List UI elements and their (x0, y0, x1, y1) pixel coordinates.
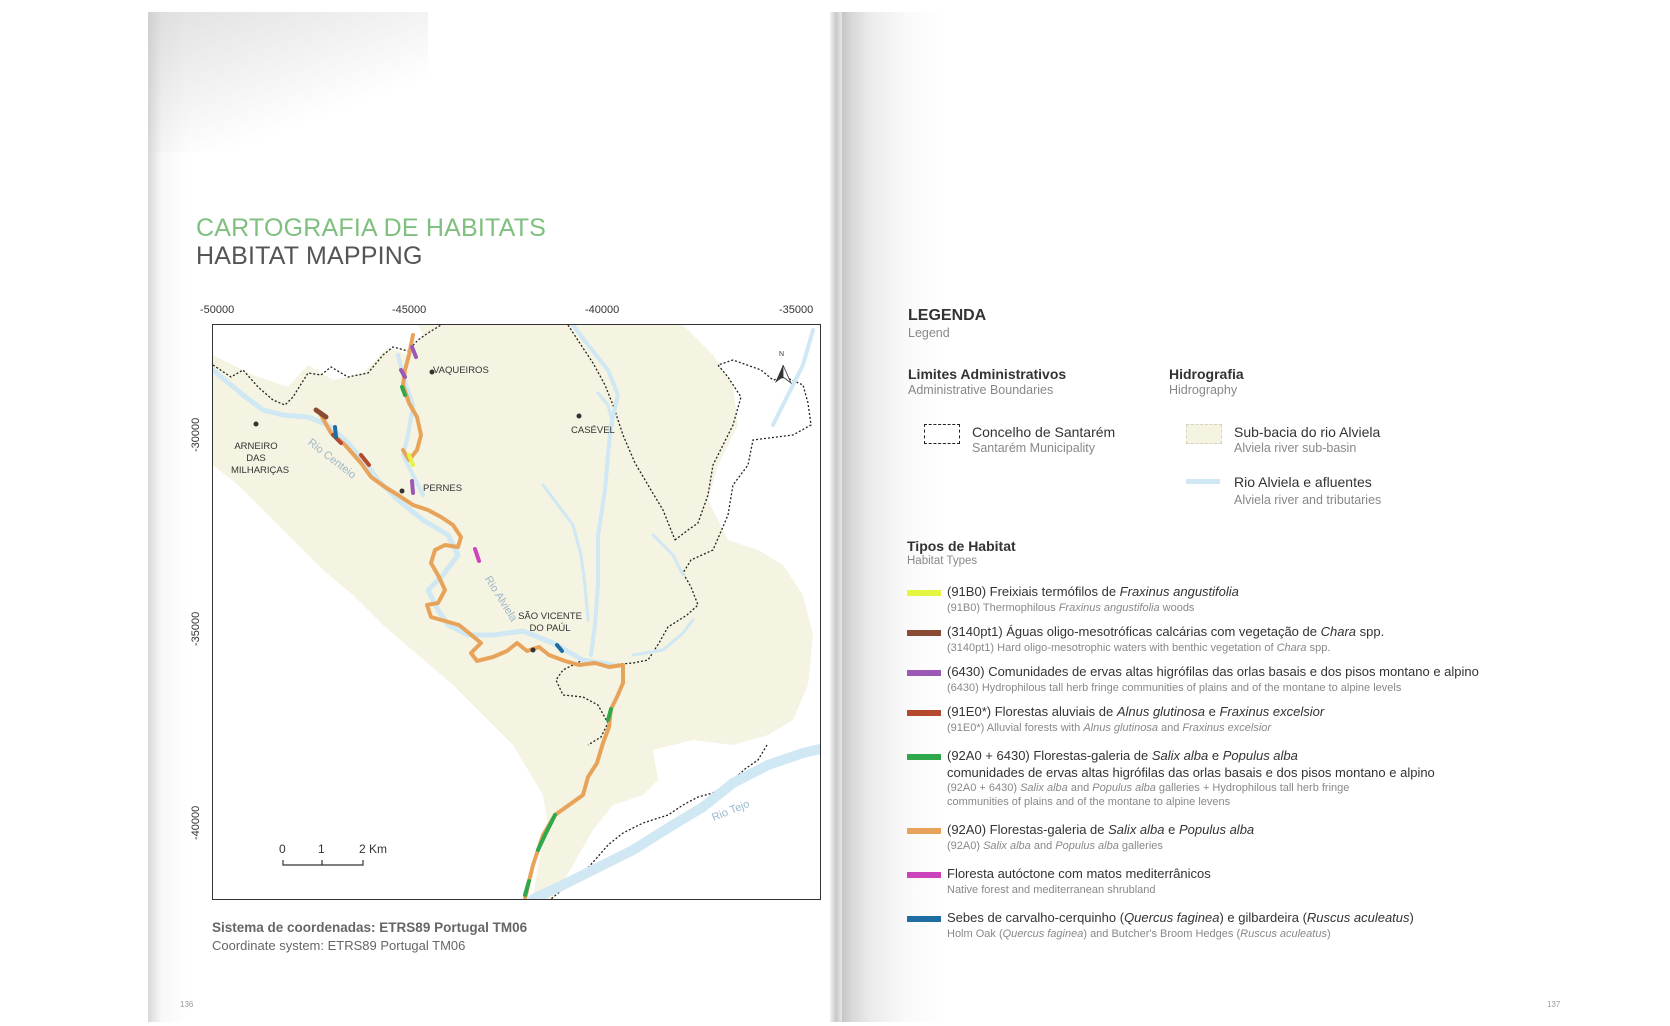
habitat-label-part: (3140pt1) Águas oligo-mesotróficas calcárias com vegetação de (947, 624, 1321, 639)
page-title: CARTOGRAFIA DE HABITATS (196, 214, 547, 242)
page-number-left: 136 (180, 1000, 194, 1009)
place-label-sao-vicente (515, 611, 585, 635)
habitat-label-species: Ruscus aculeatus (1240, 928, 1327, 940)
hydrography-title-en: Hidrography (1169, 383, 1238, 397)
habitat-label-species: Quercus faginea (1002, 928, 1084, 940)
habitat-label-species: Fraxinus angustifolia (1119, 584, 1239, 599)
habitat-label-en: (6430) Hydrophilous tall herb fringe communities of plains and of the montane to alpine levels (947, 682, 1402, 694)
habitat-label-part: e (1164, 822, 1179, 837)
habitat-label (947, 748, 1298, 763)
place-label-arneiro (231, 441, 290, 477)
admin-boundaries-title: Limites Administrativos (908, 366, 1067, 382)
habitat-label-part: (92A0) (947, 840, 984, 852)
habitat-label-part: (92A0 + 6430) Florestas-galeria de (947, 748, 1152, 763)
hydrography-title: Hidrografia (1169, 366, 1244, 382)
page-subtitle: HABITAT MAPPING (196, 242, 423, 270)
habitat-label-species: Salix alba (983, 840, 1031, 852)
habitat-label-species: Alnus glutinosa (1083, 722, 1158, 734)
scale-label-2: 2 Km (359, 842, 388, 856)
sub-basin-label-en: Alviela river sub-basin (1234, 441, 1357, 455)
habitat-label-species: Ruscus aculeatus (1306, 910, 1410, 925)
habitat-swatch (907, 754, 941, 760)
page-number-right: 137 (1547, 1000, 1561, 1009)
habitat-swatch (907, 710, 941, 716)
page-shading (148, 12, 428, 152)
habitat-label-part: (91E0*) Alluvial forests with (947, 722, 1084, 734)
habitat-label-species: Salix alba (1020, 782, 1068, 794)
book-spine (830, 12, 842, 1022)
habitat-label (947, 822, 1254, 837)
habitat-label-part: ) e gilbardeira ( (1219, 910, 1307, 925)
north-arrow-icon (775, 365, 791, 383)
habitat-label: (6430) Comunidades de ervas altas higrófilas das orlas basais e dos pisos montano e alpino (947, 664, 1479, 679)
habitat-label-en (947, 928, 1331, 940)
habitat-label-en (947, 840, 1163, 852)
place-label-line: MILHARIÇAS (231, 465, 290, 476)
river-label-en: Alviela river and tributaries (1234, 493, 1382, 507)
settlement-dot-casevel (577, 414, 582, 419)
habitat-label (947, 910, 1414, 925)
habitat-label-part: ) (1409, 910, 1414, 925)
sub-basin-swatch (1186, 424, 1222, 444)
habitat-label-line2: comunidades de ervas altas higrófilas das orlas basais e dos pisos montano e alpino (947, 765, 1435, 780)
habitat-label-part: spp. (1356, 624, 1385, 639)
habitat-label-species: Chara (1276, 642, 1307, 654)
river-swatch (1186, 479, 1220, 484)
habitat-swatch (907, 916, 941, 922)
habitat-label-part: ) and Butcher's Broom Hedges ( (1083, 928, 1241, 940)
y-tick-label: -40000 (190, 805, 202, 840)
scale-label-1: 1 (318, 842, 325, 856)
habitat-label-part: (92A0 + 6430) (947, 782, 1021, 794)
habitat-label (947, 704, 1324, 719)
scale-label-0: 0 (279, 842, 286, 856)
y-tick-label: -30000 (190, 417, 202, 452)
habitat-label-species: Populus alba (1055, 840, 1119, 852)
municipality-swatch (924, 424, 960, 444)
habitat-label-species: Populus alba (1222, 748, 1298, 763)
x-tick-label: -50000 (200, 304, 235, 316)
legend-title-en: Legend (908, 326, 950, 340)
place-label-line: ARNEIRO (234, 441, 278, 452)
habitat-swatch (907, 828, 941, 834)
river-label: Rio Alviela e afluentes (1234, 474, 1372, 490)
legend-title: LEGENDA (908, 307, 987, 324)
x-tick-label: -35000 (779, 304, 814, 316)
habitat-label (947, 624, 1384, 639)
habitat-label-species: Quercus faginea (1124, 910, 1220, 925)
habitat-label-part: Holm Oak ( (947, 928, 1003, 940)
habitat-types-title-en: Habitat Types (907, 555, 978, 567)
habitat-label-part: galleries (1118, 840, 1163, 852)
coord-system-pt: Sistema de coordenadas: ETRS89 Portugal TM06 (212, 920, 528, 935)
habitat-label-species: Salix alba (1151, 748, 1209, 763)
municipality-label-en: Santarém Municipality (972, 441, 1095, 455)
habitat-label-part: and (1067, 782, 1093, 794)
place-label-vaqueiros: VAQUEIROS (433, 365, 489, 376)
habitat-label-en (947, 722, 1271, 734)
habitat-label-part: galleries + Hydrophilous tall herb fringe (1155, 782, 1350, 794)
habitat-label-part: (3140pt1) Hard oligo-mesotrophic waters with benthic vegetation of (947, 642, 1277, 654)
place-label-line: DO PAÚL (529, 623, 571, 634)
habitat-label-en (947, 602, 1194, 614)
habitat-label-en: Native forest and mediterranean shrubland (947, 884, 1156, 896)
habitat-swatch (907, 872, 941, 878)
scale-bar (283, 860, 363, 865)
habitat-label-species: Alnus glutinosa (1116, 704, 1205, 719)
habitat-label-species: Fraxinus angustifolia (1058, 602, 1160, 614)
river-label-centeio: Rio Centeio (305, 436, 359, 482)
habitat-label-part: woods (1159, 602, 1195, 614)
habitat-label-species: Populus alba (1092, 782, 1156, 794)
habitat-label (947, 584, 1239, 599)
settlement-dot-arneiro (254, 422, 259, 427)
place-label-line: SÃO VICENTE (518, 611, 582, 622)
habitat-label-part: spp. (1306, 642, 1331, 654)
place-label-pernes: PERNES (423, 483, 463, 494)
habitat-label-species: Fraxinus excelsior (1219, 704, 1325, 719)
north-label: N (779, 351, 785, 358)
habitat-swatch (907, 630, 941, 636)
habitat-label-species: Fraxinus excelsior (1182, 722, 1272, 734)
habitat-label-en (947, 782, 1349, 794)
x-tick-label: -40000 (585, 304, 620, 316)
habitat-label-species: Salix alba (1108, 822, 1165, 837)
river-label-tejo: Rio Tejo (710, 798, 752, 824)
x-tick-label: -45000 (392, 304, 427, 316)
habitat-label-part: e (1204, 704, 1220, 719)
habitat-label: Floresta autóctone com matos mediterrânicos (947, 866, 1211, 881)
coord-system-en: Coordinate system: ETRS89 Portugal TM06 (212, 938, 466, 953)
habitat-label-species: Populus alba (1178, 822, 1255, 837)
habitat-label-species: Chara (1320, 624, 1357, 639)
habitat-label-part: ) (1326, 928, 1331, 940)
place-label-casevel: CASÉVEL (571, 425, 615, 436)
habitat-label-part: and (1030, 840, 1056, 852)
habitat-swatch (907, 670, 941, 676)
y-tick-label: -35000 (190, 611, 202, 646)
settlement-dot-pernes (400, 489, 405, 494)
admin-boundaries-title-en: Administrative Boundaries (908, 383, 1054, 397)
habitat-label-en (947, 642, 1330, 654)
habitat-label-part: (91E0*) Florestas aluviais de (947, 704, 1117, 719)
river-label-alviela: Rio Alviela (481, 574, 520, 624)
municipality-label: Concelho de Santarém (972, 424, 1116, 440)
habitat-label-en-line2: communities of plains and of the montane to alpine levens (947, 796, 1231, 808)
habitat-label-part: (92A0) Florestas-galeria de (947, 822, 1109, 837)
habitat-label-part: Sebes de carvalho-cerquinho ( (947, 910, 1125, 925)
settlement-dot-sao-vicente (531, 648, 536, 653)
habitat-swatch (907, 590, 941, 596)
sub-basin-label: Sub-bacia do rio Alviela (1234, 424, 1381, 440)
habitat-label-part: e (1208, 748, 1223, 763)
place-label-line: DAS (246, 453, 266, 464)
habitat-types-title: Tipos de Habitat (907, 538, 1016, 554)
habitat-map[interactable] (212, 324, 821, 900)
habitat-label-part: (91B0) Thermophilous (947, 602, 1059, 614)
habitat-label-part: and (1157, 722, 1183, 734)
habitat-label-part: (91B0) Freixiais termófilos de (947, 584, 1120, 599)
